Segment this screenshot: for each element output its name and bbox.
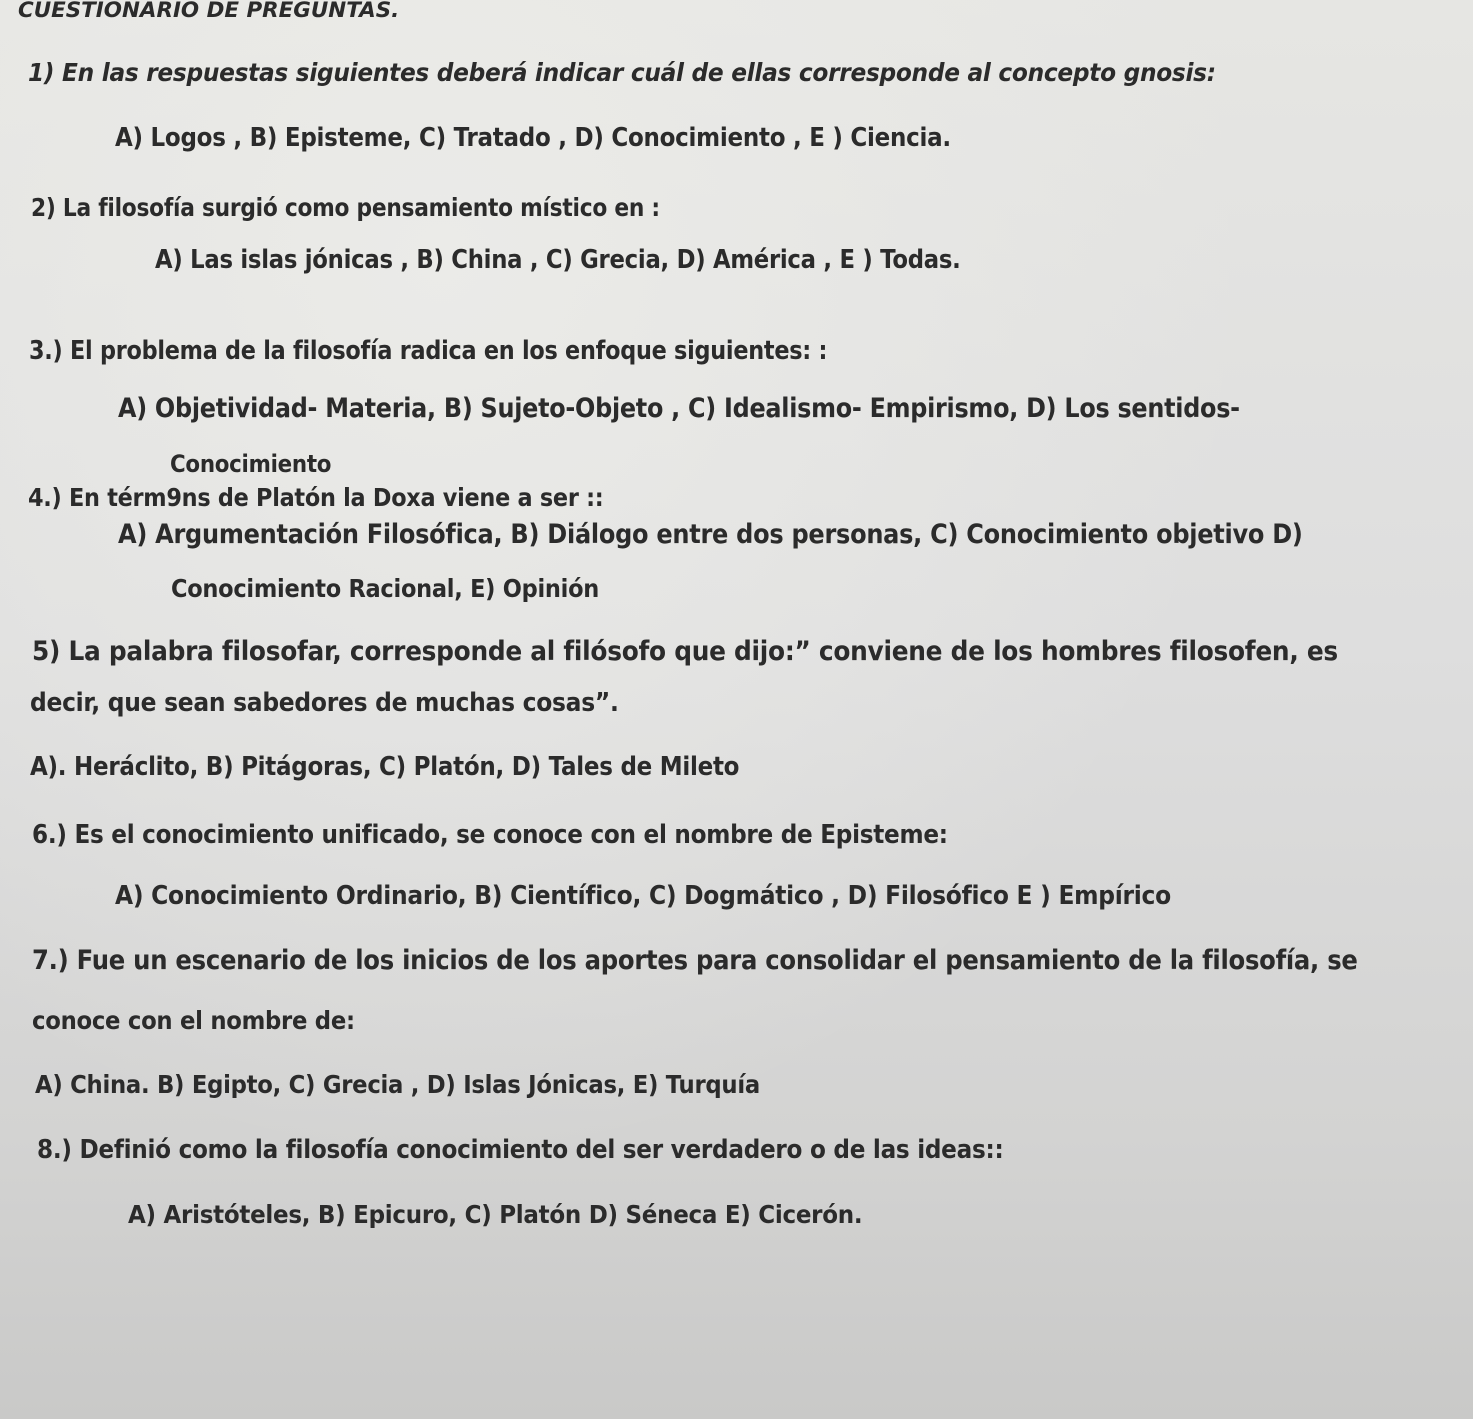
- question-7-prompt: 7.) Fue un escenario de los inicios de los aportes para consolidar el pensamiento de la filosofía, se: [32, 945, 1358, 976]
- question-3-options: A) Objetividad- Materia, B) Sujeto-Objeto , C) Idealismo- Empirismo, D) Los sentidos-: [118, 393, 1240, 424]
- question-1-prompt: 1) En las respuestas siguientes deberá indicar cuál de ellas corresponde al concepto gnosis:: [28, 58, 1216, 87]
- question-7-prompt-cont: conoce con el nombre de:: [32, 1006, 355, 1035]
- question-5-prompt: 5) La palabra filosofar, corresponde al filósofo que dijo:” conviene de los hombres filosofen, es: [32, 636, 1338, 667]
- question-4-options: A) Argumentación Filosófica, B) Diálogo entre dos personas, C) Conocimiento objetivo D): [118, 519, 1303, 550]
- question-2-prompt: 2) La filosofía surgió como pensamiento místico en :: [31, 193, 660, 222]
- question-6-prompt: 6.) Es el conocimiento unificado, se conoce con el nombre de Episteme:: [32, 820, 948, 850]
- question-4-prompt: 4.) En térm9ns de Platón la Doxa viene a ser ::: [28, 483, 604, 512]
- question-5-prompt-cont: decir, que sean sabedores de muchas cosas”.: [30, 688, 619, 718]
- question-3-options-cont: Conocimiento: [170, 450, 332, 478]
- question-5-options: A). Heráclito, B) Pitágoras, C) Platón, D) Tales de Mileto: [30, 752, 740, 782]
- question-1-options: A) Logos , B) Episteme, C) Tratado , D) Conocimiento , E ) Ciencia.: [115, 123, 951, 153]
- question-4-options-cont: Conocimiento Racional, E) Opinión: [171, 574, 600, 603]
- question-6-options: A) Conocimiento Ordinario, B) Científico, C) Dogmático , D) Filosófico E ) Empírico: [115, 881, 1171, 911]
- question-8-options: A) Aristóteles, B) Epicuro, C) Platón D) Séneca E) Cicerón.: [128, 1200, 863, 1229]
- question-8-prompt: 8.) Definió como la filosofía conocimiento del ser verdadero o de las ideas::: [37, 1135, 1004, 1165]
- question-3-prompt: 3.) El problema de la filosofía radica en los enfoque siguientes: :: [29, 336, 828, 366]
- page-title: CUESTIONARIO DE PREGUNTAS.: [18, 0, 400, 22]
- question-7-options: A) China. B) Egipto, C) Grecia , D) Islas Jónicas, E) Turquía: [35, 1070, 760, 1099]
- question-2-options: A) Las islas jónicas , B) China , C) Grecia, D) América , E ) Todas.: [155, 245, 961, 275]
